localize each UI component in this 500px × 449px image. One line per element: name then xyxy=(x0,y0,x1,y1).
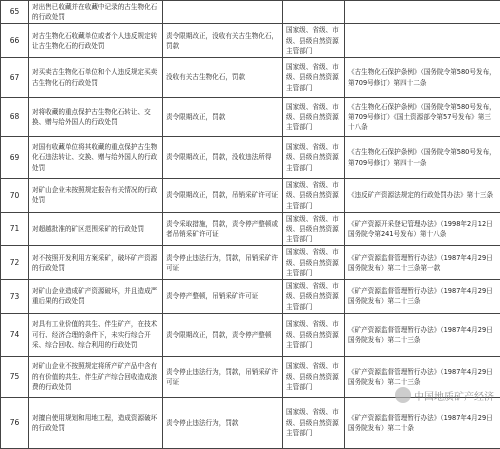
table-body xyxy=(1,1,500,449)
table-row xyxy=(1,280,500,314)
table-row xyxy=(1,212,500,246)
row-department: 国家级、省级、市级、县级自然资源主管部门 xyxy=(283,356,345,397)
row-basis: 《古生物化石保护条例》（国务院令第580号发布，第709号修订）第四十二条 xyxy=(345,58,500,98)
row-basis xyxy=(345,1,500,24)
row-number: 71 xyxy=(1,212,29,246)
row-matter: 对将收藏的重点保护古生物化石转让、交换、赠与给外国人的行政处罚 xyxy=(29,98,163,137)
row-matter: 对矿山企业不按照规定将所产矿产品中含有的有价值的共生、伴生矿产综合回收造成浪费的行政处罚 xyxy=(29,356,163,397)
row-matter: 对矿山企业造成矿产资源破坏，并且造成严重后果的行政处罚 xyxy=(29,280,163,314)
row-department: 国家级、省级、市级、县级自然资源主管部门 xyxy=(283,313,345,356)
row-number: 74 xyxy=(1,313,29,356)
table-row xyxy=(1,58,500,98)
row-measure xyxy=(163,1,283,24)
row-number: 73 xyxy=(1,280,29,314)
table-row xyxy=(1,1,500,24)
row-department: 国家级、省级、市级、县级自然资源主管部门 xyxy=(283,212,345,246)
row-number: 66 xyxy=(1,24,29,58)
row-number: 65 xyxy=(1,1,29,24)
table-row xyxy=(1,98,500,137)
row-basis xyxy=(345,24,500,58)
row-measure: 责令限期改正，罚款 xyxy=(163,98,283,137)
row-number: 68 xyxy=(1,98,29,137)
row-department: 国家级、省级、市级、县级自然资源主管部门 xyxy=(283,397,345,448)
row-measure: 责令停止违法行为，罚款，吊销采矿许可证 xyxy=(163,246,283,280)
row-department: 国家级、省级、市级、县级自然资源主管部门 xyxy=(283,58,345,98)
row-basis: 《古生物化石保护条例》（国务院令第580号发布，第709号修订）《国土资源部令第57号发布》第三十八条 xyxy=(345,98,500,137)
row-basis: 《矿产资源监督管理暂行办法》（1987年4月29日国务院发布）第二十三条 xyxy=(345,313,500,356)
watermark-logo-icon xyxy=(395,387,411,403)
row-measure: 没收有关古生物化石，罚款 xyxy=(163,58,283,98)
row-department: 国家级、省级、市级、县级自然资源主管部门 xyxy=(283,24,345,58)
row-number: 69 xyxy=(1,137,29,179)
table-row xyxy=(1,179,500,213)
row-measure: 责令停止违法行为，罚款，吊销采矿许可证 xyxy=(163,356,283,397)
row-number: 67 xyxy=(1,58,29,98)
row-department: 国家级、省级、市级、县级自然资源主管部门 xyxy=(283,179,345,213)
row-measure: 责令限期改正，罚款，吊销采矿许可证 xyxy=(163,179,283,213)
table-row xyxy=(1,24,500,58)
row-matter: 对擅自使用规划和用地工程，造成资源破坏的行政处罚 xyxy=(29,397,163,448)
row-basis: 《古生物化石保护条例》（国务院令第580号发布，第709号修订）第四十一条 xyxy=(345,137,500,179)
row-matter: 对出售已收藏并在收藏中记录的古生物化石的行政处罚 xyxy=(29,1,163,24)
row-basis: 《矿产资源开采登记管理办法》（1998年2月12日国务院令第241号发布）第十八条 xyxy=(345,212,500,246)
watermark xyxy=(395,387,494,403)
row-matter: 对不按照开发利用方案采矿，破坏矿产资源的行政处罚 xyxy=(29,246,163,280)
row-basis: 《违反矿产资源法规定的行政处罚办法》第十三条 xyxy=(345,179,500,213)
row-measure: 责令采取措施，罚款，责令停产整顿或者吊销采矿许可证 xyxy=(163,212,283,246)
row-number: 72 xyxy=(1,246,29,280)
row-number: 75 xyxy=(1,356,29,397)
row-measure: 责令停产整顿，吊销采矿许可证 xyxy=(163,280,283,314)
row-department: 国家级、省级、市级、县级自然资源主管部门 xyxy=(283,98,345,137)
row-department: 国家级、省级、市级、县级自然资源主管部门 xyxy=(283,280,345,314)
row-matter: 对国有收藏单位将其收藏的重点保护古生物化石违法转让、交换、赠与给外国人的行政处罚 xyxy=(29,137,163,179)
table-row xyxy=(1,246,500,280)
row-matter: 对矿山企业未按照规定报告有关情况的行政处罚 xyxy=(29,179,163,213)
row-basis: 《矿产资源监督管理暂行办法》（1987年4月29日国务院发布）第二十条 xyxy=(345,397,500,448)
row-measure: 责令停止违法行为，罚款 xyxy=(163,397,283,448)
row-measure: 责令限期改正，罚款，没收违法所得 xyxy=(163,137,283,179)
row-measure: 责令限期改正，罚款，责令停产整顿 xyxy=(163,313,283,356)
table-row xyxy=(1,313,500,356)
row-department xyxy=(283,1,345,24)
row-matter: 对超越批准的矿区范围采矿的行政处罚 xyxy=(29,212,163,246)
row-matter: 对具有工业价值的共生、伴生矿产，在技术可行、经济合理的条件下，未实行综合开采、综合回收、综合利用的行政处罚 xyxy=(29,313,163,356)
table-row xyxy=(1,397,500,448)
row-basis: 《矿产资源监督管理暂行办法》（1987年4月29日国务院发布）第二十三条 xyxy=(345,356,500,397)
row-basis: 《矿产资源监督管理暂行办法》（1987年4月29日国务院发布）第二十三条第一款 xyxy=(345,246,500,280)
table-row xyxy=(1,137,500,179)
row-number: 70 xyxy=(1,179,29,213)
row-department: 国家级、省级、市级、县级自然资源主管部门 xyxy=(283,246,345,280)
watermark-text: 中国地质矿产经济 xyxy=(414,388,494,403)
row-basis: 《矿产资源监督管理暂行办法》（1987年4月29日国务院发布）第二十三条 xyxy=(345,280,500,314)
row-matter: 对古生物化石收藏单位或者个人违反规定转让古生物化石的行政处罚 xyxy=(29,24,163,58)
row-department: 国家级、省级、市级、县级自然资源主管部门 xyxy=(283,137,345,179)
row-measure: 责令限期改正，没收有关古生物化石，罚款 xyxy=(163,24,283,58)
row-matter: 对买卖古生物化石单位和个人违反规定买卖古生物化石的行政处罚 xyxy=(29,58,163,98)
row-number: 76 xyxy=(1,397,29,448)
